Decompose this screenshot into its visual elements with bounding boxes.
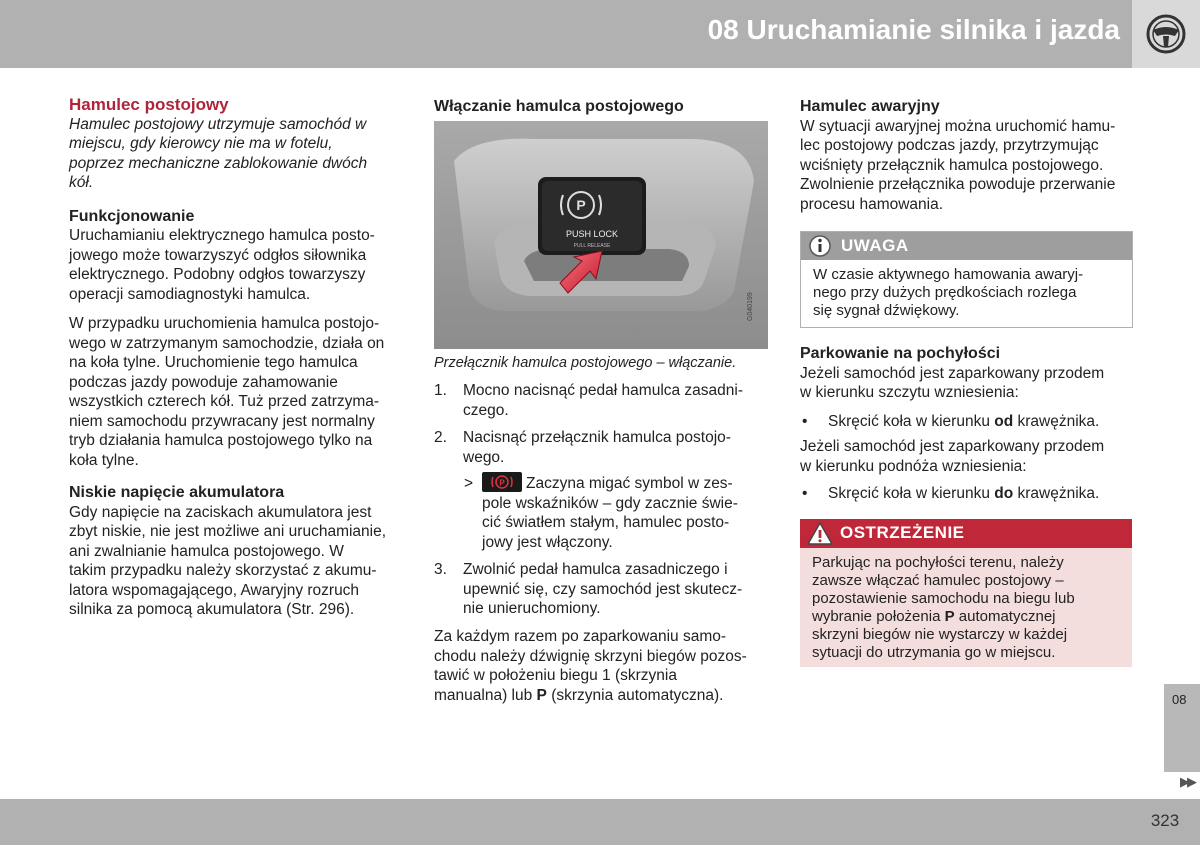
text-line: podczas jazdy powoduje zahamowanie: [69, 373, 338, 391]
text-line: miejscu, gdy kierowcy nie ma w fotelu,: [69, 135, 333, 152]
closing-paragraph: [434, 627, 774, 705]
text-line: Jeżeli samochód jest zaparkowany przodem: [800, 364, 1105, 382]
text-line: Zaczyna migać symbol w zes-: [526, 475, 733, 492]
page-footer: [0, 799, 1200, 845]
bold-text: P: [944, 608, 955, 625]
activation-heading: Włączanie hamulca postojowego: [434, 98, 684, 115]
text-line: ani zwalnianie hamulca postojowego. W: [69, 542, 344, 560]
text-span: krawężnika.: [1013, 485, 1100, 502]
text-line: latora wspomagającego, Awaryjny rozruch: [69, 581, 360, 599]
text-line: w kierunku szczytu wzniesienia:: [800, 384, 1019, 401]
warning-triangle-icon: [806, 521, 834, 546]
text-span: krawężnika.: [1013, 413, 1100, 430]
emergency-heading: Hamulec awaryjny: [800, 98, 940, 115]
info-icon: [807, 234, 833, 258]
text-line: Uruchamianiu elektrycznego hamulca posto-: [69, 227, 375, 244]
text-line: takim przypadku należy skorzystać z akumu-: [69, 562, 377, 579]
bold-text: od: [994, 413, 1014, 430]
text-line: Zwolnić pedał hamulca zasadniczego i: [463, 561, 728, 578]
text-line: W przypadku uruchomienia hamulca postojo-: [69, 315, 380, 332]
text-line: kół.: [69, 174, 94, 191]
text-line: cić światłem stałym, hamulec posto-: [482, 514, 730, 531]
text-line: procesu hamowania.: [800, 195, 944, 213]
svg-text:P: P: [499, 478, 505, 488]
note-title: UWAGA: [841, 236, 909, 255]
text-line: Nacisnąć przełącznik hamulca postojo-: [463, 429, 731, 446]
text-line: tawić w położeniu biegu 1 (skrzynia: [434, 667, 677, 684]
image-code: G040199: [747, 292, 754, 321]
chapter-title: 08 Uruchamianie silnika i jazda: [707, 14, 1120, 45]
text-line: Hamulec postojowy utrzymuje samochód w: [69, 115, 367, 133]
text-line: nego przy dużych prędkościach rozlega: [813, 284, 1077, 301]
function-paragraph-2: [69, 314, 404, 470]
step-number: 2.: [434, 429, 447, 446]
bullet-dot: •: [802, 413, 808, 430]
chapter-tab[interactable]: [1164, 684, 1200, 772]
note-header: [801, 232, 1132, 260]
text-span: (skrzynia automatyczna).: [546, 686, 724, 704]
pull-release-label: PULL RELEASE: [573, 243, 611, 249]
column-middle-heading: [434, 97, 774, 117]
text-line: elektrycznego. Podobny odgłos towarzyszy: [69, 266, 366, 283]
page-number: 323: [1150, 811, 1180, 830]
text-line: wszystkich czterech kół. Tuż przed zatrzyma-: [69, 393, 380, 410]
text-line: wego w zatrzymanym samochodzie, działa on: [69, 334, 385, 352]
function-heading: Funkcjonowanie: [69, 207, 195, 225]
parking-brake-switch-image: [434, 121, 768, 349]
steering-wheel-icon: [1132, 0, 1200, 68]
image-caption: Przełącznik hamulca postojowego – włączanie.: [434, 355, 737, 371]
double-chevron-right-icon[interactable]: ▶▶: [1180, 774, 1194, 789]
warning-title: OSTRZEŻENIE: [840, 523, 965, 542]
text-line: w kierunku podnóża wzniesienia:: [800, 457, 1027, 475]
column-right-top: [800, 97, 1140, 214]
text-line: czego.: [463, 401, 509, 419]
bullet-text: [828, 412, 1099, 432]
text-line: poprzez mechaniczne zablokowanie dwóch: [69, 154, 368, 172]
push-lock-label: PUSH LOCK: [565, 229, 619, 239]
text-line: zawsze włączać hamulec postojowy –: [812, 572, 1064, 589]
text-line: operacji samodiagnostyki hamulca.: [69, 285, 311, 303]
text-line: silnika za pomocą akumulatora (Str. 296).: [69, 601, 355, 618]
text-line: Parkując na pochyłości terenu, należy: [812, 554, 1064, 571]
column-left: [69, 95, 404, 620]
bold-text: P: [536, 686, 547, 704]
text-line: na koła tylne. Uruchomienie tego hamulca: [69, 354, 358, 371]
text-line: zbyt niskie, nie jest możliwe ani uruchamianie,: [69, 523, 387, 540]
text-line: wciśnięty przełącznik hamulca postojowego.: [800, 156, 1104, 174]
text-line: Jeżeli samochód jest zaparkowany przodem: [800, 438, 1105, 455]
text-line: tryb działania hamulca postojowego tylko na: [69, 432, 373, 449]
warning-body: [812, 554, 1122, 662]
text-line: Mocno nacisnąć pedał hamulca zasadni-: [463, 382, 744, 399]
text-line: Zwolnienie przełącznika powoduje przerwanie: [800, 176, 1116, 193]
step-number: 1.: [434, 382, 447, 399]
svg-text:P: P: [576, 197, 586, 213]
text-line: skrzyni biegów nie wystarczy w każdej: [812, 626, 1068, 643]
text-span: Skręcić koła w kierunku: [828, 413, 995, 430]
step-number: 3.: [434, 561, 447, 578]
page-header: [0, 0, 1132, 68]
section-title: Hamulec postojowy: [69, 95, 229, 114]
text-line: niem samochodu przywracany jest normalny: [69, 412, 375, 430]
text-span: automatycznej: [954, 608, 1056, 625]
text-span: manualna) lub: [434, 686, 537, 704]
text-line: Gdy napięcie na zaciskach akumulatora jest: [69, 503, 372, 521]
text-line: się sygnał dźwiękowy.: [813, 302, 960, 319]
chapter-tab-label: 08: [1172, 692, 1187, 707]
bold-text: do: [994, 485, 1014, 502]
parking-brake-illustration: [434, 121, 768, 349]
text-line: W czasie aktywnego hamowania awaryj-: [813, 266, 1084, 283]
bullet-text: [828, 484, 1099, 504]
text-line: pole wskaźników – gdy zacznie świe-: [482, 494, 738, 512]
text-span: wybranie położenia: [812, 608, 945, 625]
slope-heading: Parkowanie na pochyłości: [800, 345, 1001, 362]
warning-box: [800, 519, 1132, 667]
text-span: Skręcić koła w kierunku: [828, 485, 995, 502]
text-line: sytuacji do utrzymania go w miejscu.: [812, 644, 1056, 661]
text-line: nie unieruchomiony.: [463, 600, 601, 617]
substep-marker: >: [464, 475, 474, 492]
text-line: [812, 608, 1122, 626]
slope-paragraph-2: [800, 437, 1140, 476]
text-line: W sytuacji awaryjnej można uruchomić hamu-: [800, 117, 1116, 135]
text-line: Za każdym razem po zaparkowaniu samo-: [434, 628, 727, 645]
chapter-icon-box: [1132, 0, 1200, 68]
text-line: chodu należy dźwignię skrzyni biegów pozos-: [434, 647, 747, 665]
text-line: upewnić się, czy samochód jest skutecz-: [463, 580, 743, 598]
text-line: jowy jest włączony.: [482, 533, 613, 551]
text-line: [434, 686, 774, 706]
battery-paragraph: [69, 503, 404, 620]
text-line: jowego może towarzyszyć odgłos siłownika: [69, 246, 367, 264]
note-box: [800, 231, 1133, 328]
bullet-dot: •: [802, 485, 808, 502]
warning-header: [800, 519, 1132, 548]
text-line: pozostawienie samochodu na biegu lub: [812, 590, 1075, 607]
function-paragraph-1: [69, 226, 404, 304]
text-line: lec postojowy podczas jazdy, przytrzymując: [800, 137, 1099, 154]
note-body: [813, 266, 1113, 320]
intro-paragraph: [69, 115, 404, 193]
slope-section: [800, 344, 1140, 403]
battery-heading: Niskie napięcie akumulatora: [69, 484, 285, 501]
emergency-paragraph: [800, 117, 1140, 215]
text-line: wego.: [463, 448, 505, 466]
text-line: koła tylne.: [69, 451, 139, 469]
